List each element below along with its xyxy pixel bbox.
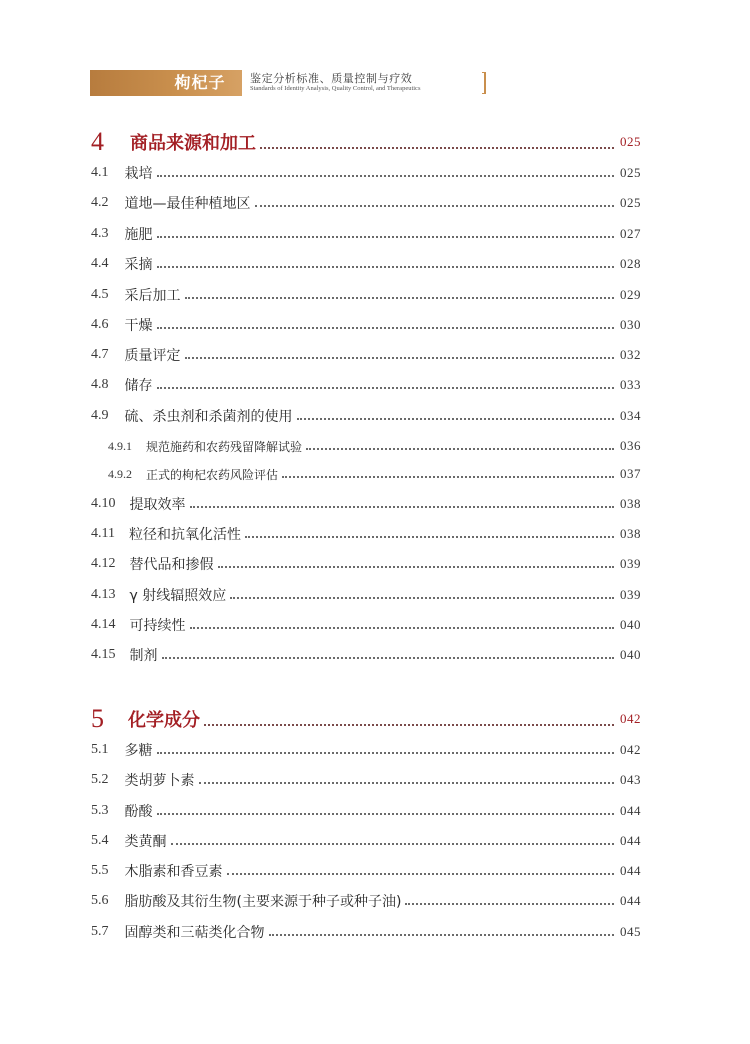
toc-entry[interactable] [91, 252, 641, 276]
dot-leader [157, 175, 615, 177]
toc-title: 脂肪酸及其衍生物(主要来源于种子或种子油) [124, 894, 402, 910]
toc-entry[interactable] [91, 613, 641, 637]
toc-entry[interactable] [91, 859, 641, 883]
toc-page: 040 [620, 617, 641, 632]
toc-title: 类黄酮 [124, 834, 167, 850]
toc-page: 030 [620, 317, 641, 332]
toc-number: 4.9.2 [108, 466, 132, 481]
toc-entry[interactable] [91, 583, 641, 607]
dot-leader [218, 566, 615, 568]
toc-page: 033 [620, 377, 641, 392]
brand-label: 枸杞子 [174, 73, 226, 92]
toc-number: 4.6 [91, 317, 109, 332]
toc-entry[interactable] [91, 829, 641, 853]
running-header [90, 68, 421, 98]
dot-leader [297, 418, 615, 420]
toc-page: 044 [620, 863, 641, 878]
toc-title: 正式的枸杞农药风险评估 [146, 467, 279, 482]
toc-page: 037 [620, 466, 641, 481]
toc-entry[interactable] [91, 404, 641, 428]
header-bracket [482, 72, 486, 94]
toc-entry[interactable] [91, 373, 641, 397]
toc-page: 044 [620, 833, 641, 848]
dot-leader [171, 843, 615, 845]
dot-leader [157, 266, 615, 268]
dot-leader [157, 236, 615, 238]
toc-title: 质量评定 [124, 348, 181, 364]
toc-title: 施肥 [124, 227, 153, 243]
toc-entry[interactable] [91, 343, 641, 367]
toc-number: 4.8 [91, 377, 109, 392]
toc-number: 4.15 [91, 647, 116, 662]
dot-leader [306, 448, 614, 450]
dot-leader [230, 597, 614, 599]
toc-number: 4.14 [91, 617, 116, 632]
toc-entry[interactable] [91, 889, 641, 913]
toc-entry[interactable] [91, 799, 641, 823]
toc-title: 固醇类和三萜类化合物 [124, 925, 265, 941]
toc-subentry[interactable] [108, 462, 641, 486]
toc-title: 储存 [124, 378, 153, 394]
toc-subentry[interactable] [108, 434, 641, 458]
dot-leader [185, 357, 615, 359]
toc-entry[interactable] [91, 161, 641, 185]
toc-number: 4.3 [91, 226, 109, 241]
toc-page: 032 [620, 347, 641, 362]
dot-leader [282, 476, 614, 478]
toc-number: 4.1 [91, 165, 109, 180]
toc-number: 4.7 [91, 347, 109, 362]
dot-leader [227, 873, 615, 875]
toc-number: 5.2 [91, 772, 109, 787]
dot-leader [190, 506, 615, 508]
toc-title: 可持续性 [129, 618, 186, 634]
toc-title: 栽培 [124, 166, 153, 182]
toc-number: 4.2 [91, 195, 109, 210]
toc-page: 025 [620, 165, 641, 180]
toc-number: 4.5 [91, 287, 109, 302]
toc-page: 038 [620, 526, 641, 541]
dot-leader [157, 813, 615, 815]
toc-title: 规范施药和农药残留降解试验 [146, 439, 303, 454]
toc-page: 044 [620, 893, 641, 908]
toc-title: 化学成分 [128, 710, 200, 731]
toc-number: 5 [91, 704, 104, 733]
toc-title: 木脂素和香豆素 [124, 864, 223, 880]
dot-leader [157, 327, 615, 329]
toc-number: 4.9 [91, 408, 109, 423]
toc-chapter-5[interactable] [91, 702, 641, 736]
dot-leader [405, 903, 614, 905]
toc-title: 硫、杀虫剂和杀菌剂的使用 [124, 409, 293, 425]
toc-page: 025 [620, 134, 641, 149]
dot-leader [245, 536, 614, 538]
toc-page: 027 [620, 226, 641, 241]
toc-title: 道地—最佳种植地区 [124, 196, 251, 212]
toc-chapter-4[interactable] [91, 125, 641, 159]
toc-page: 034 [620, 408, 641, 423]
dot-leader [157, 752, 615, 754]
toc-entry[interactable] [91, 920, 641, 944]
dot-leader [269, 934, 615, 936]
toc-number: 5.6 [91, 893, 109, 908]
toc-entry[interactable] [91, 191, 641, 215]
dot-leader [185, 297, 615, 299]
book-title-en: Standards of Identity Analysis, Quality Control, and Therapeutics [250, 85, 421, 92]
toc-number: 5.5 [91, 863, 109, 878]
toc-number: 4.4 [91, 256, 109, 271]
toc-page: 043 [620, 772, 641, 787]
toc-title: γ 射线辐照效应 [129, 588, 227, 604]
toc-title: 采摘 [124, 257, 153, 273]
toc-title: 类胡萝卜素 [124, 773, 195, 789]
toc-number: 5.1 [91, 742, 109, 757]
toc-title: 商品来源和加工 [130, 133, 256, 154]
toc-entry[interactable] [91, 222, 641, 246]
toc-number: 5.3 [91, 803, 109, 818]
toc-entry[interactable] [91, 283, 641, 307]
toc-page: 039 [620, 587, 641, 602]
dot-leader [255, 205, 615, 207]
dot-leader [157, 387, 615, 389]
toc-title: 粒径和抗氧化活性 [128, 527, 241, 543]
brand-block [90, 70, 242, 96]
toc-title: 采后加工 [124, 288, 181, 304]
toc-title: 制剂 [129, 648, 158, 664]
toc-page: 029 [620, 287, 641, 302]
toc-entry[interactable] [91, 552, 641, 576]
toc-number: 5.4 [91, 833, 109, 848]
dot-leader [190, 627, 615, 629]
toc-number: 4.10 [91, 496, 116, 511]
toc-title: 提取效率 [129, 497, 186, 513]
dot-leader [199, 782, 615, 784]
dot-leader [204, 724, 614, 726]
toc-number: 4.12 [91, 556, 116, 571]
toc-title: 替代品和掺假 [129, 557, 214, 573]
toc-entry[interactable] [91, 768, 641, 792]
toc-title: 酚酸 [124, 804, 153, 820]
toc-page: 038 [620, 496, 641, 511]
toc-page: 042 [620, 742, 641, 757]
toc-title: 多糖 [124, 743, 153, 759]
toc-page: 042 [620, 711, 641, 726]
toc-number: 4.13 [91, 587, 116, 602]
toc-entry[interactable] [91, 643, 641, 667]
toc-entry[interactable] [91, 492, 641, 516]
toc-entry[interactable] [91, 522, 641, 546]
dot-leader [260, 147, 614, 149]
toc-page: 025 [620, 195, 641, 210]
dot-leader [162, 657, 615, 659]
toc-number: 4.11 [91, 526, 115, 541]
toc-entry[interactable] [91, 738, 641, 762]
toc-number: 4.9.1 [108, 438, 132, 453]
toc-number: 5.7 [91, 924, 109, 939]
toc-page: 036 [620, 438, 641, 453]
book-title-cn: 鉴定分析标准、质量控制与疗效 [250, 72, 413, 85]
toc-entry[interactable] [91, 313, 641, 337]
toc-page: 039 [620, 556, 641, 571]
toc-title: 干燥 [124, 318, 153, 334]
toc-page: 040 [620, 647, 641, 662]
toc-page: 028 [620, 256, 641, 271]
toc-page: 044 [620, 803, 641, 818]
toc-number: 4 [91, 127, 104, 156]
toc-page: 045 [620, 924, 641, 939]
